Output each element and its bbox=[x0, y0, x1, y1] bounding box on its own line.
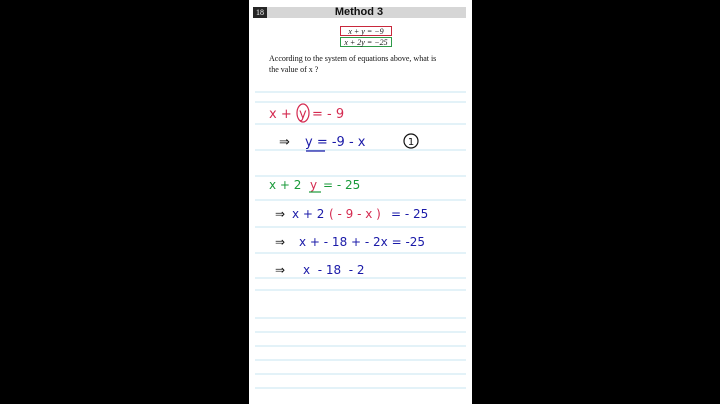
arrow-icon: ⇒ bbox=[279, 135, 290, 150]
question-line-1: According to the system of equations above, what is bbox=[269, 54, 437, 63]
work-line-3: x + 2 bbox=[269, 178, 302, 192]
problem-number: 18 bbox=[253, 7, 267, 18]
equation-2: x + 2y = −25 bbox=[340, 37, 392, 47]
work-line-1-rest: = - 9 bbox=[312, 107, 345, 122]
work-line-2: y = -9 - x bbox=[305, 135, 366, 150]
work-line-1-y: y bbox=[299, 107, 307, 122]
arrow-icon: ⇒ bbox=[275, 207, 286, 221]
work-line-1-x: x + bbox=[269, 107, 292, 122]
worksheet-page bbox=[249, 0, 472, 404]
question-line-2: the value of x ? bbox=[269, 65, 319, 74]
arrow-icon: ⇒ bbox=[275, 235, 286, 249]
marker-number: 1 bbox=[407, 137, 415, 148]
work-line-4-c: = - 25 bbox=[391, 207, 429, 221]
arrow-icon: ⇒ bbox=[275, 263, 286, 277]
work-line-3-rest: = - 25 bbox=[323, 178, 361, 192]
work-line-4-b: ( - 9 - x ) bbox=[329, 207, 381, 221]
equation-1: x + y = −9 bbox=[340, 26, 392, 36]
work-line-6: x - 18 - 2 bbox=[303, 263, 365, 277]
work-line-5: x + - 18 + - 2x = -25 bbox=[299, 235, 426, 249]
work-line-4-a: x + 2 bbox=[292, 207, 325, 221]
handwritten-work bbox=[249, 0, 472, 404]
method-title: Method 3 bbox=[334, 6, 384, 18]
work-line-3-y: y bbox=[310, 178, 318, 192]
